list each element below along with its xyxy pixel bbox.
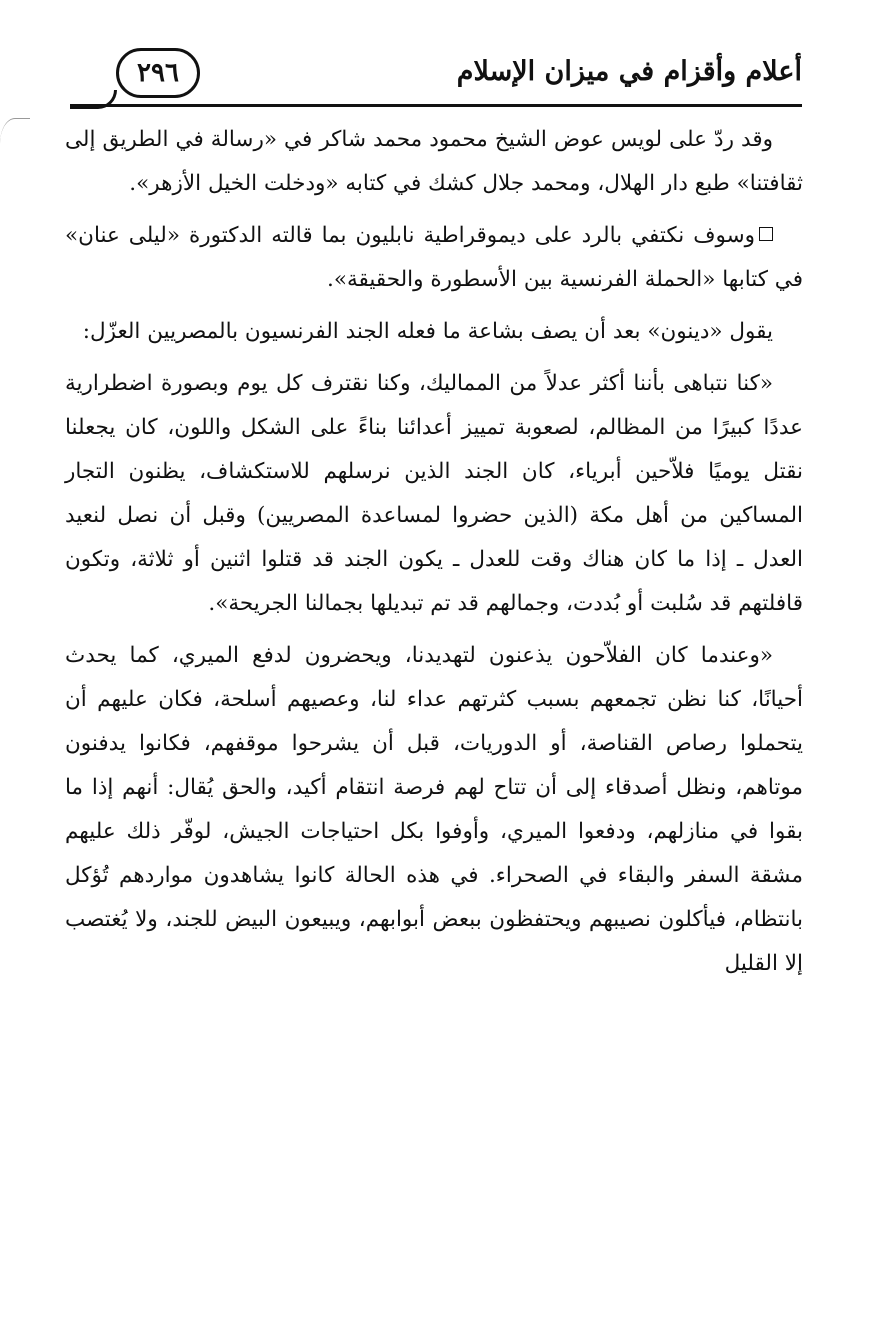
paragraph-4-quote: «كنا نتباهى بأننا أكثر عدلاً من المماليك، وكنا نقترف كل يوم وبصورة اضطرارية عددًا كبيرًا من المظالم، لصعوبة تمييز أعدائنا بناءً على الشكل واللون، كان يجعلنا نقتل يوميًا فلاّحين أبرياء، كان الجند الذين نرسلهم للاستكشاف، يظنون التجار المساكين من أهل مكة (الذين حضروا لمساعدة المصريين) وقبل أن نصل لنعيد العدل ـ إذا ما كان هناك وقت للعدل ـ يكون الجند قد قتلوا اثنين أو ثلاثة، وتكون قافلتهم قد سُلبت أو بُددت، وجمالهم قد تم تبديلها بجمالنا الجريحة». [65, 371, 803, 616]
page-header [70, 46, 802, 108]
header-rule [70, 104, 802, 107]
square-bullet-icon [759, 227, 773, 241]
paragraph-1: وقد ردّ على لويس عوض الشيخ محمود محمد شاكر في «رسالة في الطريق إلى ثقافتنا» طبع دار الهلال، ومحمد جلال كشك في كتابه «ودخلت الخيل الأزهر». [65, 127, 803, 196]
paragraph-2 [65, 214, 803, 302]
page-edge-curve [0, 118, 30, 169]
running-title: أعلام وأقزام في ميزان الإسلام [456, 56, 802, 87]
paragraph-5-quote: «وعندما كان الفلاّحون يذعنون لتهديدنا، ويحضرون لدفع الميري، كما يحدث أحيانًا، كنا نظن تجمعهم بسبب كثرتهم عداء لنا، وعصيهم أسلحة، فكان عليهم أن يتحملوا رصاص القناصة، أو الدوريات، قبل أن يشرحوا موقفهم، فكانوا يدفنون موتاهم، ونظل أصدقاء إلى أن تتاح لهم فرصة انتقام أكيد، والحق يُقال: أنهم إذا ما بقوا في منازلهم، ودفعوا الميري، وأوفوا بكل احتياجات الجيش، لوفّر ذلك عليهم مشقة السفر والبقاء في الصحراء. في هذه الحالة كانوا يشاهدون مواردهم تُؤكل بانتظام، فيأكلون نصيبهم ويحتفظون ببعض أبوابهم، ويبيعون البيض للجند، ولا يُغتصب إلا القليل [65, 643, 803, 976]
paragraph-2-text: وسوف نكتفي بالرد على ديموقراطية نابليون بما قالته الدكتورة «ليلى عنان» في كتابها «الحملة الفرنسية بين الأسطورة والحقيقة». [65, 223, 803, 292]
page-body [65, 118, 803, 994]
page-number: ٢٩٦ [116, 48, 200, 98]
paragraph-3: يقول «دينون» بعد أن يصف بشاعة ما فعله الجند الفرنسيون بالمصريين العزّل: [82, 319, 773, 344]
